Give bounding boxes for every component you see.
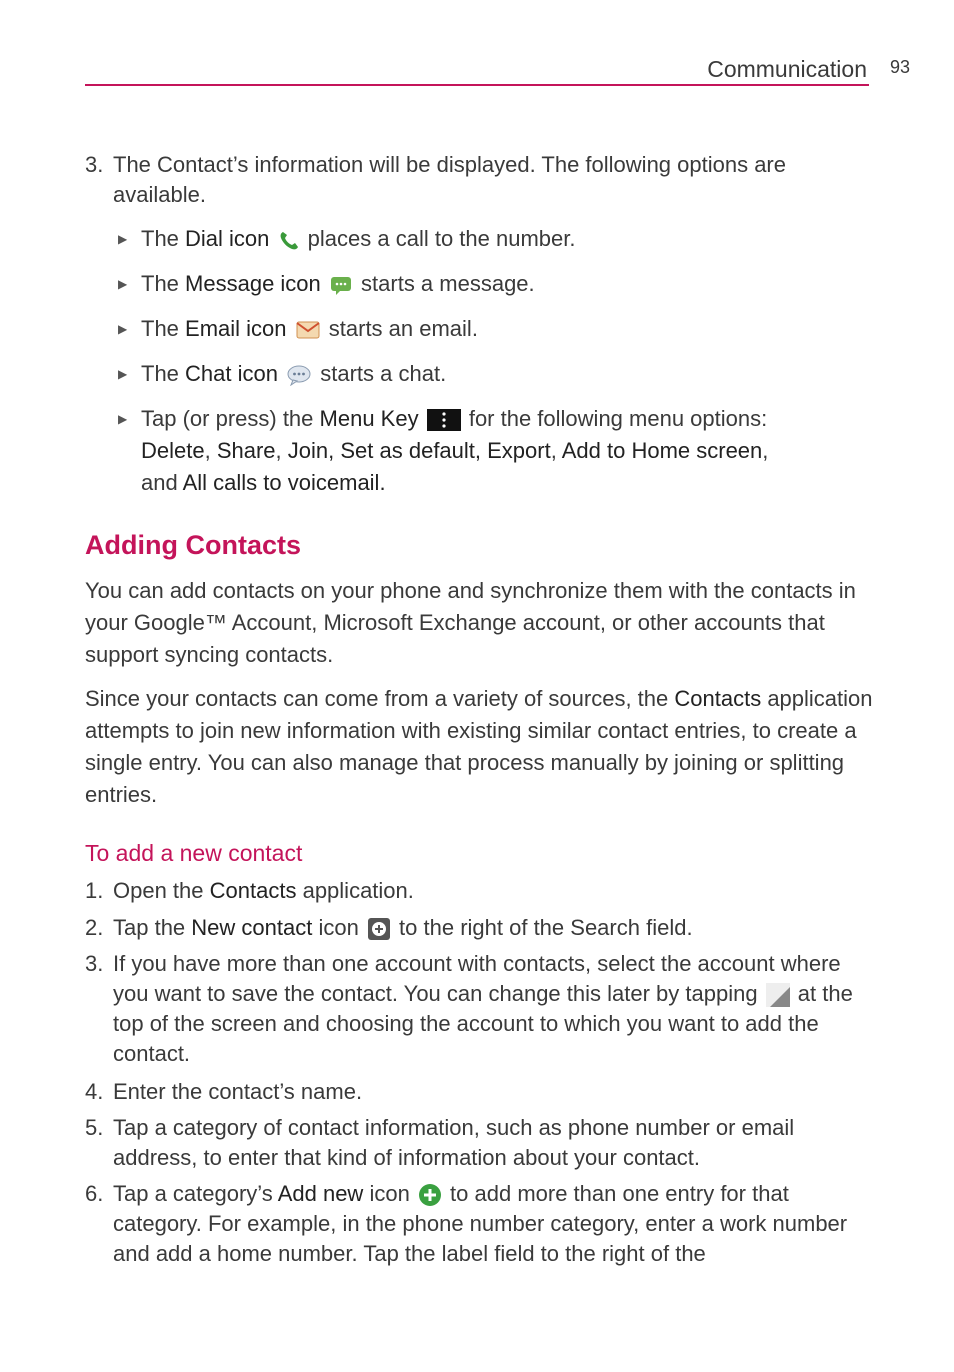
list-item: [85, 876, 875, 906]
item-text: application.: [296, 878, 414, 903]
item-number: 4.: [85, 1079, 104, 1104]
bullet-email: [118, 313, 858, 345]
option-delete: Delete: [141, 438, 205, 463]
message-icon: [329, 274, 353, 296]
item-text: Open the: [113, 878, 210, 903]
option-share: Share: [216, 438, 276, 463]
section-title: Communication: [707, 56, 867, 82]
item-text: to add more than one entry for that category. For example, in the phone number category, enter a work number and add a home number. Tap the label field to the right of the: [113, 1181, 848, 1266]
dial-icon-label: Dial icon: [185, 226, 270, 251]
bullet-chat: [118, 358, 858, 390]
add-new-label: Add new: [277, 1181, 364, 1206]
paragraph: [85, 683, 875, 811]
bullet-arrow-icon: ▶: [118, 412, 128, 426]
list-item: [85, 949, 875, 1069]
contacts-app-name: Contacts: [674, 686, 762, 711]
new-contact-icon: [367, 917, 391, 941]
item-text: Tap the: [113, 915, 192, 940]
contacts-app-name: Contacts: [209, 878, 297, 903]
item-number: 6.: [85, 1181, 104, 1206]
phone-icon: [278, 229, 300, 251]
chat-icon-label: Chat icon: [185, 361, 278, 386]
para-text: Since your contacts can come from a variety of sources, the: [85, 686, 675, 711]
separator: ,: [275, 438, 288, 463]
item-text: Enter the contact’s name.: [113, 1079, 363, 1104]
account-selector-icon: [766, 983, 790, 1007]
separator: ,: [204, 438, 217, 463]
bullet-post: for the following menu options:: [468, 406, 768, 431]
item-number: 3.: [85, 951, 104, 976]
bullet-dial: [118, 223, 858, 255]
bullet-arrow-icon: ▶: [118, 277, 128, 291]
bullet-arrow-icon: ▶: [118, 367, 128, 381]
bullet-post: places a call to the number.: [307, 226, 576, 251]
list-item: [85, 1179, 875, 1269]
bullet-message: [118, 268, 858, 300]
item-number: 5.: [85, 1115, 104, 1140]
separator: ,: [550, 438, 562, 463]
and-text: and: [141, 470, 183, 495]
item-text: Tap a category of contact information, such as phone number or email address, to enter that kind of information about your contact.: [113, 1115, 795, 1170]
new-contact-label: New contact: [191, 915, 313, 940]
bullet-pre: The: [141, 271, 186, 296]
chat-icon: [286, 364, 312, 386]
option-join: Join, Set as default, Export: [287, 438, 551, 463]
menu-key-label: Menu Key: [319, 406, 419, 431]
item-number: 1.: [85, 878, 104, 903]
bullet-arrow-icon: ▶: [118, 232, 128, 246]
option-add-home: Add to Home screen: [561, 438, 763, 463]
separator: ,: [762, 438, 769, 463]
item-text: to the right of the Search field.: [392, 915, 693, 940]
bullet-post: starts an email.: [328, 316, 478, 341]
para-text: application attempts to join new information with existing similar contact entries, to create a single entry. You can also manage that process manually by joining or splitting entries.: [85, 686, 873, 807]
item-text: The Contact’s information will be displayed. The following options are available.: [113, 152, 786, 207]
menu-key-icon: [427, 409, 461, 431]
item-text: icon: [312, 915, 365, 940]
item-text: If you have more than one account with contacts, select the account where you want to save the contact. You can change this later by tapping: [113, 951, 841, 1006]
bullet-post: starts a chat.: [320, 361, 447, 386]
list-item: [85, 150, 875, 210]
list-item: [85, 1113, 875, 1173]
bullet-arrow-icon: ▶: [118, 322, 128, 336]
item-text: at the top of the screen and choosing the account to which you want to add the contact.: [113, 981, 853, 1066]
bullet-pre: The: [141, 361, 186, 386]
paragraph: You can add contacts on your phone and synchronize them with the contacts in your Google™ Account, Microsoft Exchange account, or other accounts that support syncing contacts.: [85, 578, 856, 667]
email-icon: [295, 318, 321, 342]
page-number: 93: [890, 57, 911, 77]
item-number: 3.: [85, 152, 104, 177]
add-new-icon: [418, 1183, 442, 1207]
list-item: [85, 1077, 875, 1107]
page-header: [85, 52, 869, 86]
subsection-heading: To add a new contact: [85, 840, 303, 866]
bullet-post: starts a message.: [361, 271, 535, 296]
list-item: [85, 913, 875, 943]
section-heading: Adding Contacts: [85, 530, 301, 560]
message-icon-label: Message icon: [185, 271, 321, 296]
item-number: 2.: [85, 915, 104, 940]
option-voicemail: All calls to voicemail.: [182, 470, 386, 495]
bullet-menu: [118, 403, 858, 499]
bullet-pre: Tap (or press) the: [141, 406, 320, 431]
email-icon-label: Email icon: [185, 316, 287, 341]
bullet-pre: The: [141, 226, 186, 251]
bullet-pre: The: [141, 316, 186, 341]
item-text: icon: [363, 1181, 416, 1206]
item-text: Tap a category’s: [113, 1181, 278, 1206]
